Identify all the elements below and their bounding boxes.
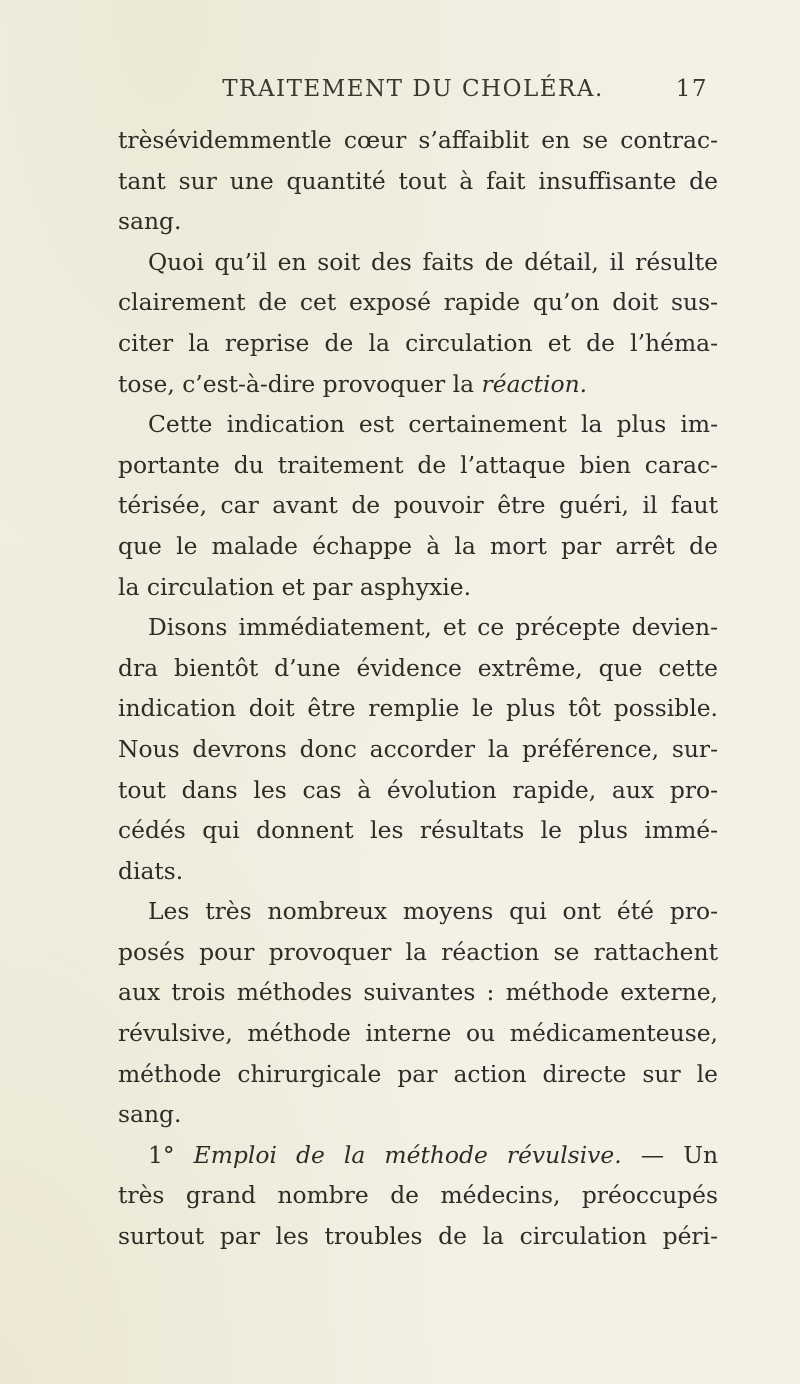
text-fragment: 1° [148, 1140, 194, 1169]
text-line: portante du traitement de l’attaque bien carac- [118, 450, 718, 479]
text-fragment: tose, c’est-à-dire provoquer la [118, 369, 482, 398]
text-line: Quoi qu’il en soit des faits de détail, il résulte [148, 247, 718, 276]
text-line: cédés qui donnent les résultats le plus immé- [118, 816, 718, 845]
text-line [118, 1135, 718, 1176]
running-head [118, 76, 708, 116]
text-line: diats. [118, 856, 184, 885]
text-line: méthode chirurgicale par action directe sur le [118, 1059, 718, 1088]
body-text [118, 120, 718, 1257]
text-line: tant sur une quantité tout à fait insuffisante de [118, 166, 718, 195]
text-line: révulsive, méthode interne ou médicamenteuse, [118, 1019, 718, 1048]
section-heading: Emploi de la méthode révulsive. [193, 1140, 622, 1169]
running-title: TRAITEMENT DU CHOLÉRA. [222, 76, 604, 102]
text-line: trèsévidemmentle cœur s’affaiblit en se contrac- [118, 126, 718, 154]
text-line: indication doit être remplie le plus tôt possible. [118, 694, 718, 723]
text-line: Nous devrons donc accorder la préférence, sur- [118, 734, 718, 763]
page-number: 17 [675, 76, 708, 102]
text-line: surtout par les troubles de la circulation péri- [118, 1222, 718, 1251]
text-line: la circulation et par asphyxie. [118, 572, 472, 601]
text-fragment: — Un [621, 1140, 719, 1169]
text-line: très grand nombre de médecins, préoccupés [118, 1181, 718, 1210]
text-line: sang. [118, 1100, 182, 1129]
text-line: que le malade échappe à la mort par arrêt de [118, 531, 718, 560]
text-line: aux trois méthodes suivantes : méthode externe, [118, 978, 718, 1007]
text-line: posés pour provoquer la réaction se rattachent [118, 937, 718, 966]
text-line: tout dans les cas à évolution rapide, aux pro- [118, 775, 718, 804]
text-line: Disons immédiatement, et ce précepte devien- [148, 613, 718, 642]
text-line: Cette indication est certainement la plus im- [148, 410, 718, 439]
text-line: sang. [118, 207, 182, 236]
text-line: térisée, car avant de pouvoir être guéri, il faut [118, 491, 718, 520]
emphasized-word: réaction. [481, 369, 588, 398]
text-line: clairement de cet exposé rapide qu’on doit sus- [118, 288, 718, 317]
text-line: dra bientôt d’une évidence extrême, que cette [118, 653, 718, 682]
text-line [118, 364, 718, 405]
text-line: citer la reprise de la circulation et de l’héma- [118, 328, 718, 357]
text-line: Les très nombreux moyens qui ont été pro- [148, 897, 718, 926]
